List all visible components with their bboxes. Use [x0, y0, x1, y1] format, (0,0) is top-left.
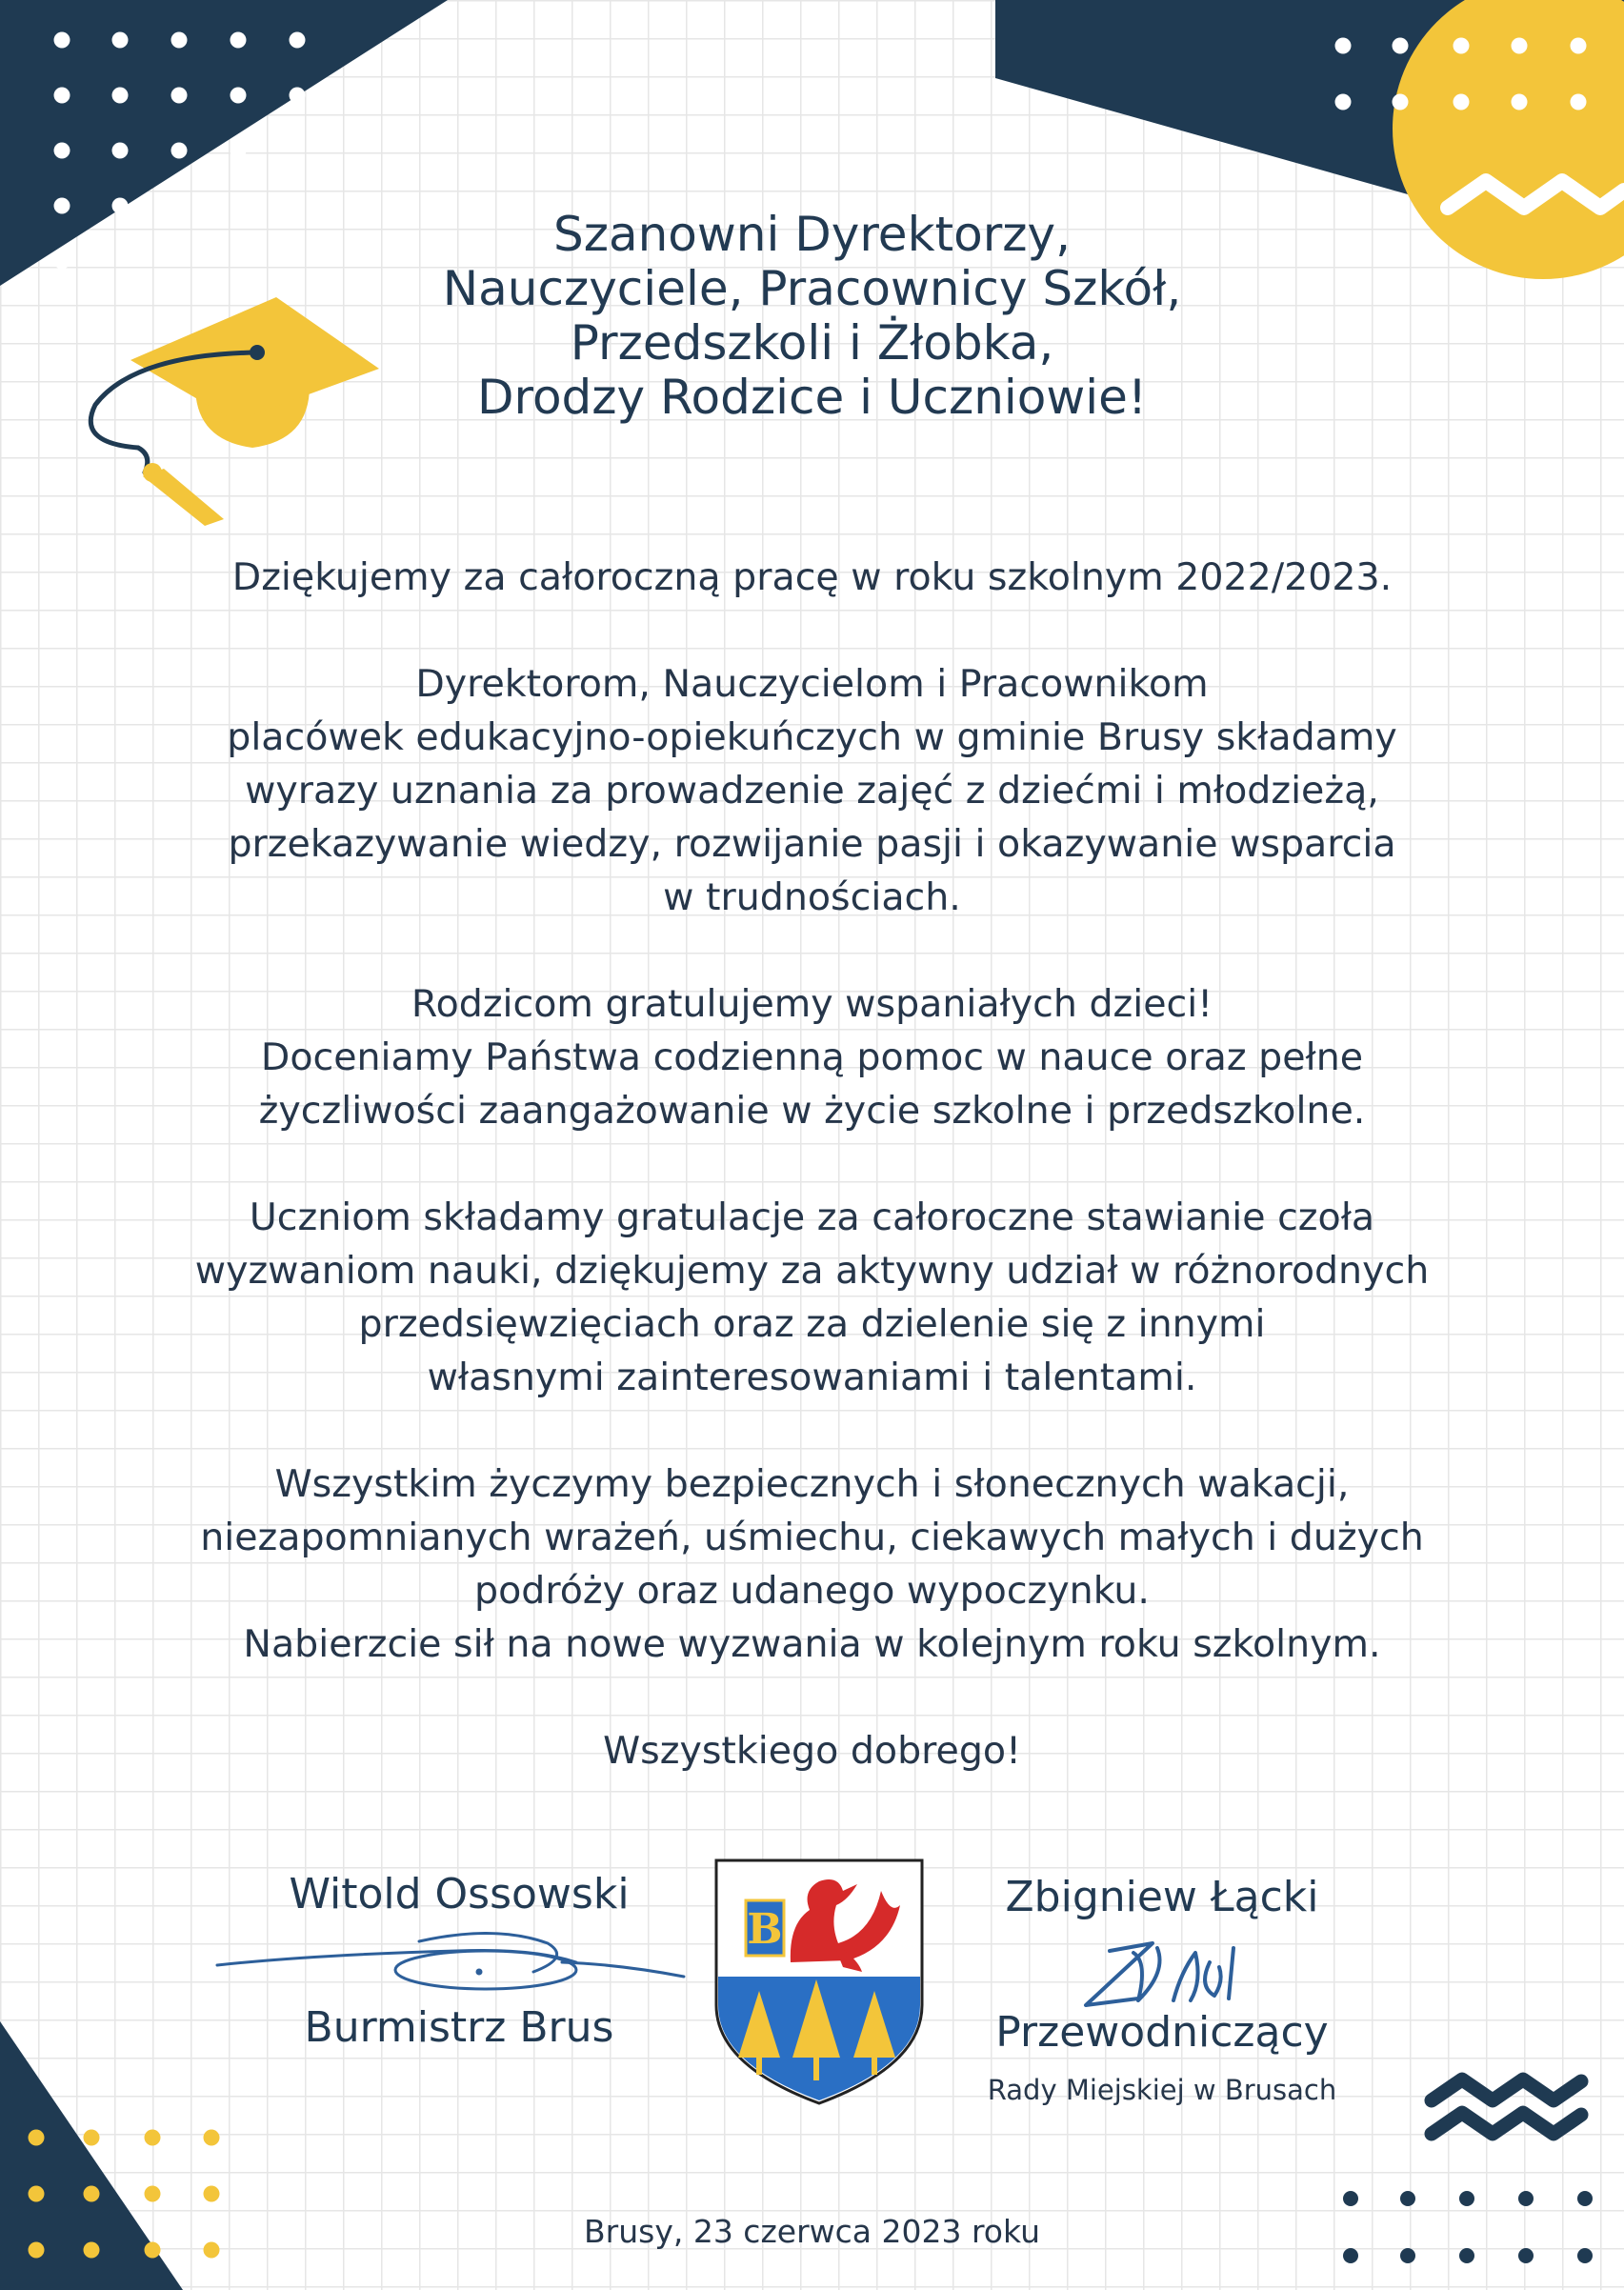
paragraph-staff-line: przekazywanie wiedzy, rozwijanie pasji i okazywanie wsparcia	[228, 822, 1396, 866]
paragraph-staff-line: Dyrektorom, Nauczycielom i Pracownikom	[415, 662, 1209, 706]
paragraph-parents-line: Doceniamy Państwa codzienną pomoc w nauce oraz pełne	[260, 1035, 1364, 1079]
paragraph-parents-line: Rodzicom gratulujemy wspaniałych dzieci!	[411, 982, 1213, 1026]
paragraph-parents-line: życzliwości zaangażowanie w życie szkolne i przedszkolne.	[258, 1089, 1366, 1133]
signature-icon	[217, 1933, 684, 1989]
heading-line: Drodzy Rodzice i Uczniowie!	[476, 370, 1147, 425]
paragraph-students-line: Uczniom składamy gratulacje za całoroczne stawianie czoła	[249, 1195, 1375, 1239]
heading-line: Szanowni Dyrektorzy,	[552, 207, 1072, 262]
left-signatory-name: Witold Ossowski	[289, 1870, 630, 1918]
paragraph-students-line: własnymi zainteresowaniami i talentami.	[427, 1356, 1197, 1399]
letter-body	[0, 551, 1624, 1778]
paragraph-staff-line: placówek edukacyjno-opiekuńczych w gminie Brusy składamy	[227, 715, 1397, 759]
zigzag-icon	[1432, 2079, 1581, 2134]
svg-text:B: B	[747, 1905, 783, 1954]
left-signatory-title: Burmistrz Brus	[304, 2003, 614, 2052]
paragraph-wishes-line: Nabierzcie sił na nowe wyzwania w kolejnym roku szkolnym.	[243, 1622, 1381, 1666]
paragraph-thanks: Dziękujemy za całoroczną pracę w roku szkolnym 2022/2023.	[231, 555, 1393, 599]
paragraph-wishes-line: niezapomnianych wrażeń, uśmiechu, ciekawych małych i dużych	[200, 1516, 1424, 1559]
paragraph-students-line: wyzwaniom nauki, dziękujemy za aktywny udział w różnorodnych	[194, 1249, 1430, 1293]
heading-line: Przedszkoli i Żłobka,	[570, 315, 1054, 371]
paragraph-staff-line: wyrazy uznania za prowadzenie zajęć z dziećmi i młodzieżą,	[245, 769, 1379, 813]
paragraph-staff-line: w trudnościach.	[663, 875, 961, 919]
coat-of-arms-icon	[716, 1860, 922, 2103]
closing-line: Wszystkiego dobrego!	[603, 1729, 1021, 1773]
paragraph-wishes-line: podróży oraz udanego wypoczynku.	[474, 1569, 1150, 1613]
right-signatory-name: Zbigniew Łącki	[1005, 1873, 1319, 1921]
paragraph-students-line: przedsięwzięciach oraz za dzielenie się z innymi	[358, 1302, 1266, 1346]
signature-icon	[1086, 1943, 1233, 2005]
heading-line: Nauczyciele, Pracownicy Szkół,	[442, 261, 1182, 316]
page-title	[0, 208, 1624, 425]
right-signatory-subtitle: Rady Miejskiej w Brusach	[987, 2074, 1337, 2106]
footer-date: Brusy, 23 czerwca 2023 roku	[584, 2213, 1040, 2250]
right-signatory-title: Przewodniczący	[995, 2008, 1329, 2057]
paragraph-wishes-line: Wszystkim życzymy bezpiecznych i słonecznych wakacji,	[274, 1462, 1350, 1506]
